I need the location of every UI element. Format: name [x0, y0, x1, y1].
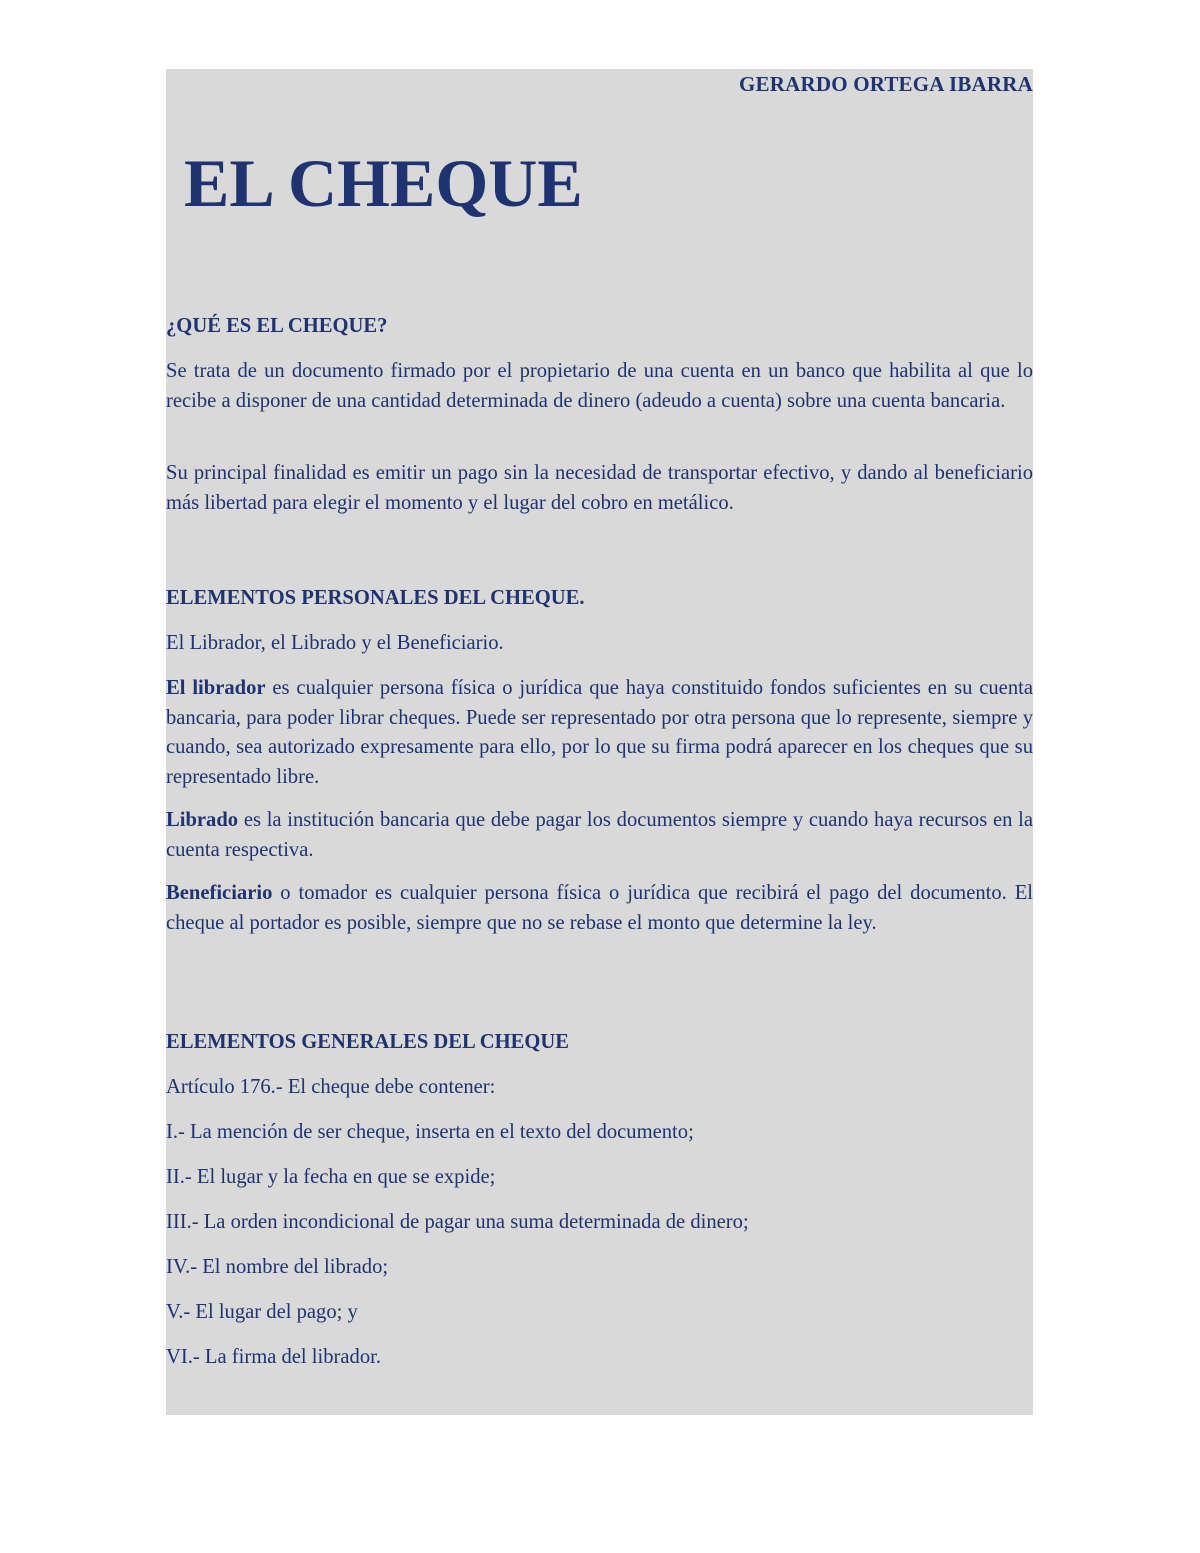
list-item-v: V.- El lugar del pago; y: [166, 1301, 358, 1323]
document-page: [166, 69, 1033, 1415]
paragraph-articulo-176: Artículo 176.- El cheque debe contener:: [166, 1076, 496, 1098]
paragraph-beneficiario: [166, 879, 1033, 938]
list-item-iv: IV.- El nombre del librado;: [166, 1256, 389, 1278]
term-librador: El librador: [166, 677, 266, 699]
section-heading-elementos-personales: ELEMENTOS PERSONALES DEL CHEQUE.: [166, 587, 585, 609]
paragraph-elementos-personales-intro: El Librador, el Librado y el Beneficiario.: [166, 632, 504, 654]
term-librado: Librado: [166, 809, 239, 831]
paragraph-librado: [166, 806, 1033, 865]
author-name: GERARDO ORTEGA IBARRA: [739, 72, 1033, 96]
paragraph-definicion: Se trata de un documento firmado por el propietario de una cuenta en un banco que habilita al que lo recibe a disponer de una cantidad determinada de dinero (adeudo a cuenta) sobre una cuenta bancaria.: [166, 360, 1033, 412]
document-title: EL CHEQUE: [184, 145, 583, 221]
list-item-iii: III.- La orden incondicional de pagar una suma determinada de dinero;: [166, 1211, 749, 1233]
text-librador: es cualquier persona física o jurídica que haya constituido fondos suficientes en su cuenta bancaria, para poder librar cheques. Puede ser representado por otra persona que lo represente, siempre y cuando, sea autorizado expresamente para ello, por lo que su firma podrá aparecer en los cheques que su representado libre.: [166, 677, 1033, 788]
section-heading-elementos-generales: ELEMENTOS GENERALES DEL CHEQUE: [166, 1031, 570, 1053]
list-item-i: I.- La mención de ser cheque, inserta en el texto del documento;: [166, 1121, 694, 1143]
section-heading-que-es: ¿QUÉ ES EL CHEQUE?: [166, 315, 388, 337]
list-item-vi: VI.- La firma del librador.: [166, 1346, 382, 1368]
paragraph-finalidad: Su principal finalidad es emitir un pago sin la necesidad de transportar efectivo, y dando al beneficiario más libertad para elegir el momento y el lugar del cobro en metálico.: [166, 462, 1033, 514]
term-beneficiario: Beneficiario: [166, 882, 273, 904]
text-librado: es la institución bancaria que debe pagar los documentos siempre y cuando haya recursos en la cuenta respectiva.: [166, 809, 1033, 861]
text-beneficiario: o tomador es cualquier persona física o jurídica que recibirá el pago del documento. El cheque al portador es posible, siempre que no se rebase el monto que determine la ley.: [166, 882, 1033, 934]
paragraph-librador: [166, 674, 1033, 792]
list-item-ii: II.- El lugar y la fecha en que se expide;: [166, 1166, 496, 1188]
